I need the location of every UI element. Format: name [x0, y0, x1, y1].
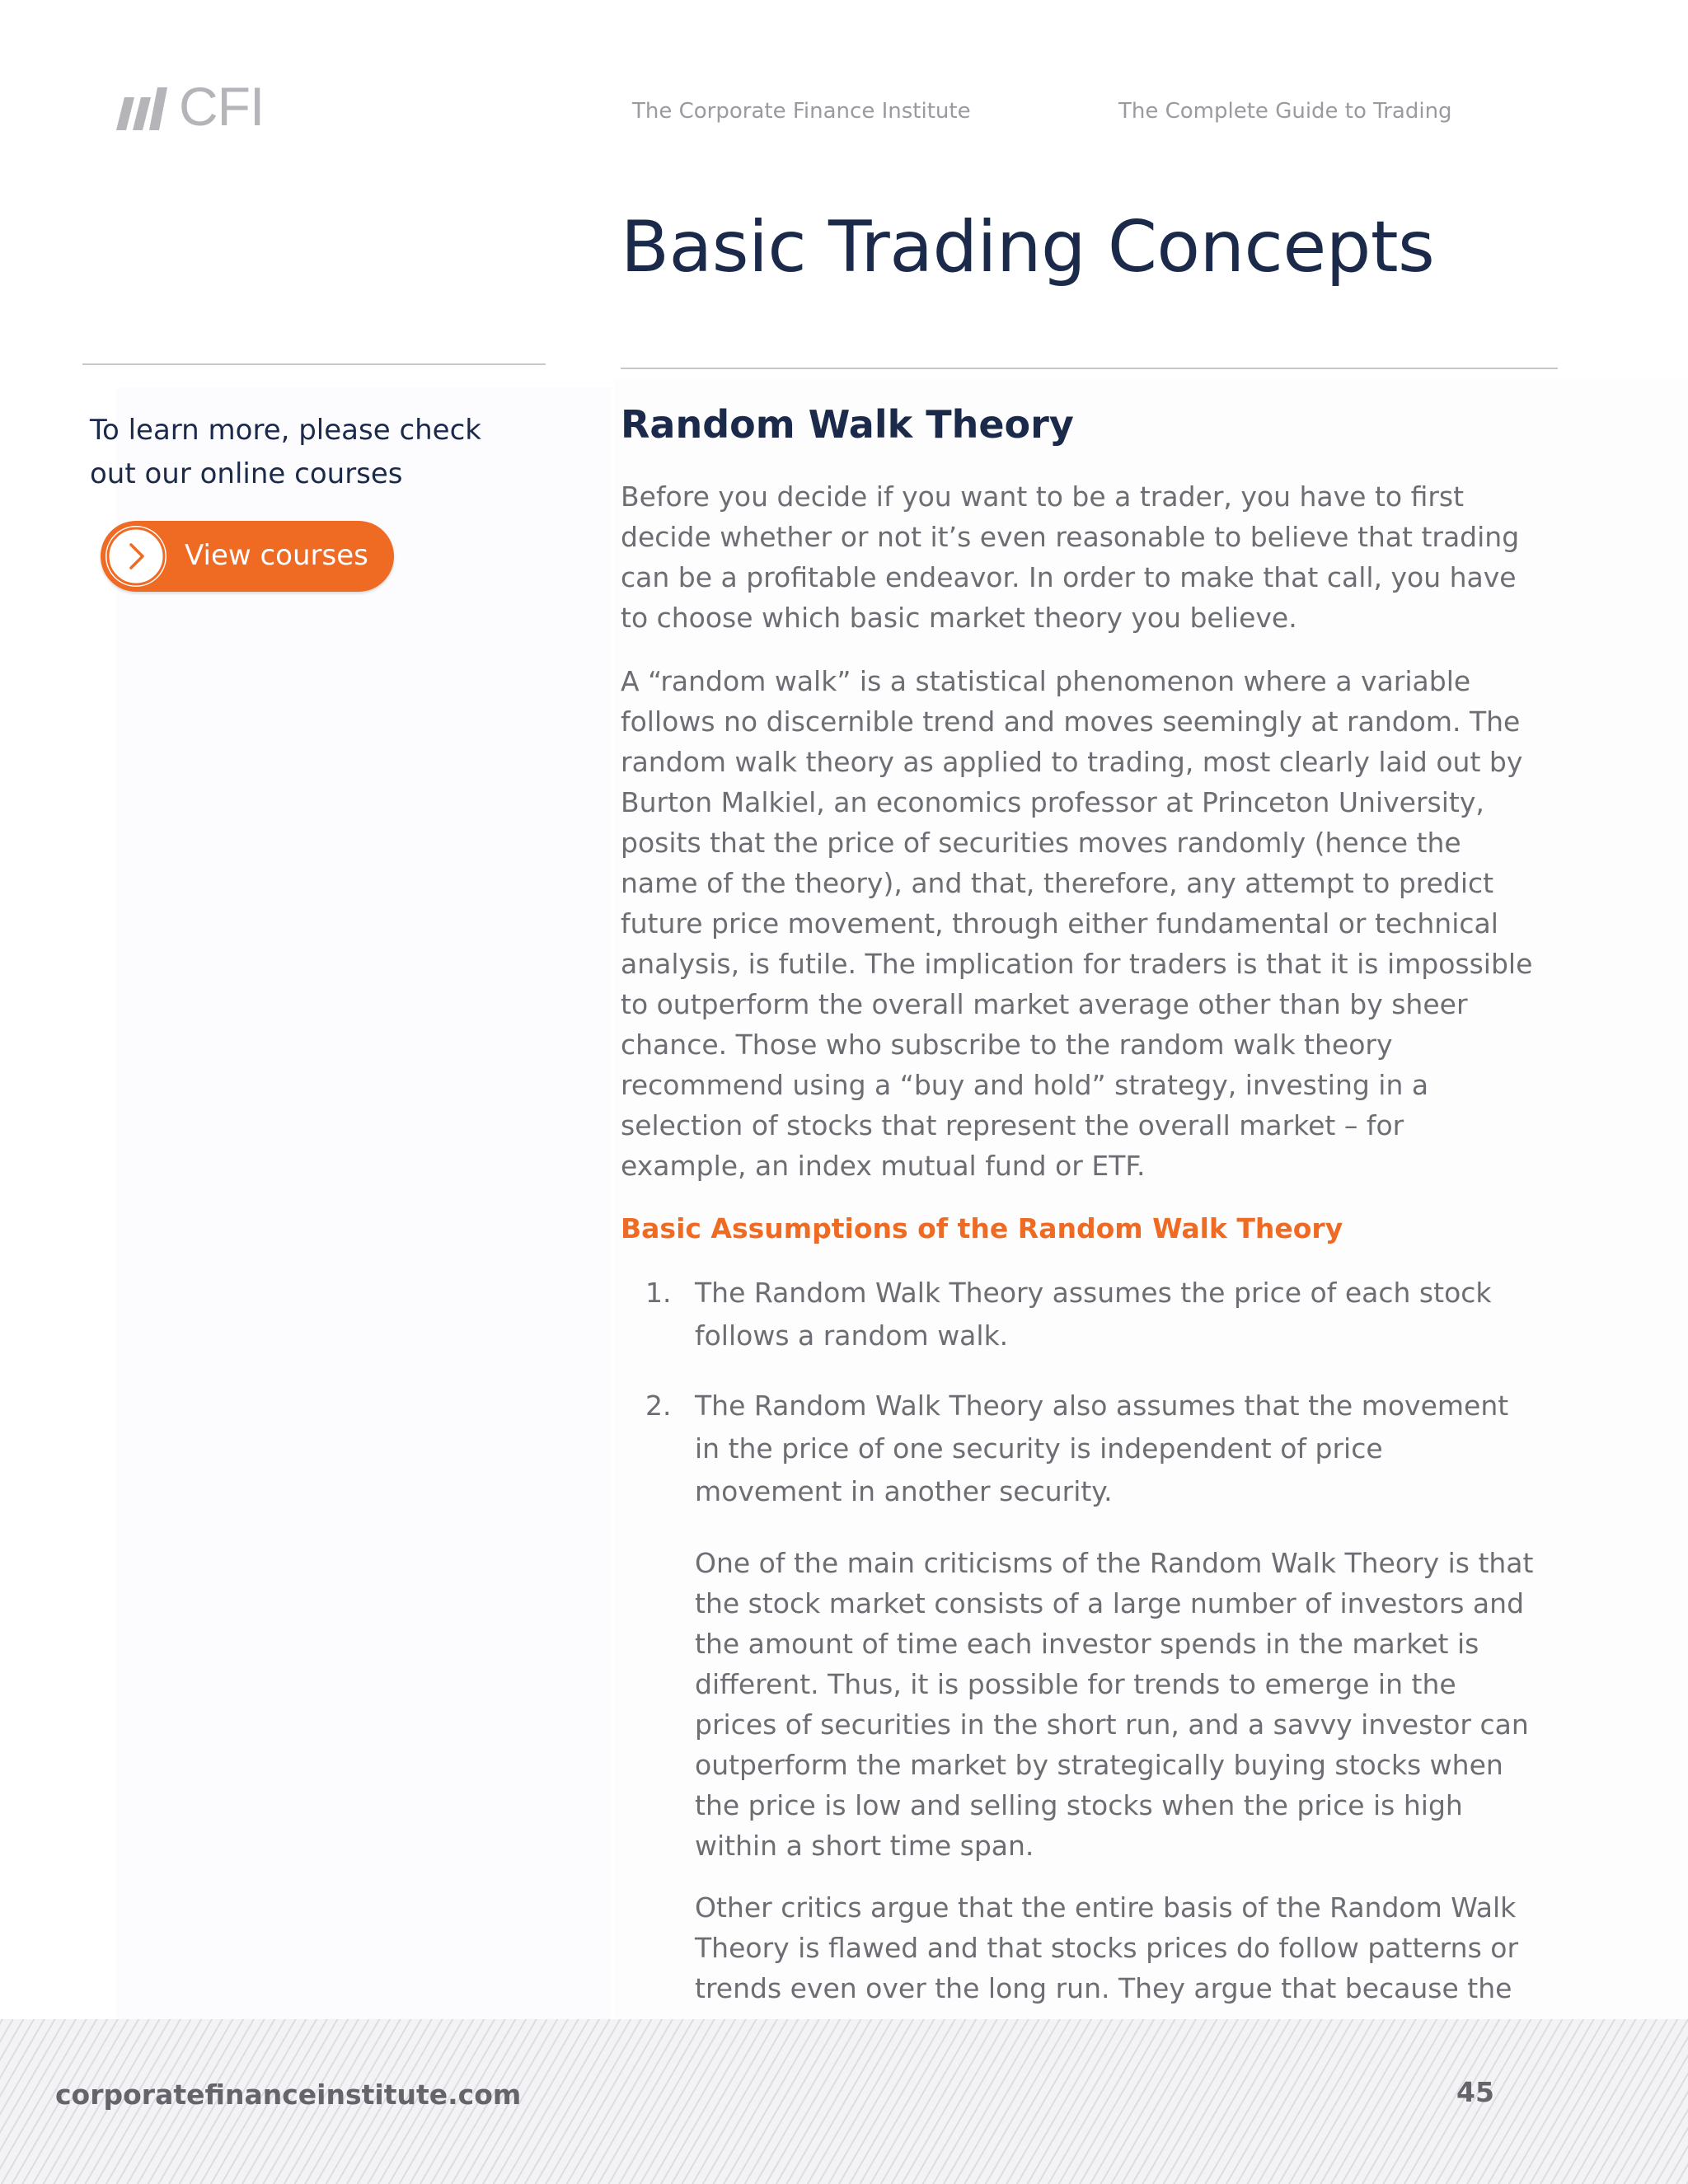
paragraph: Before you decide if you want to be a trader, you have to first decide whether or not it’s even reasonable to believe that trading can be a profitable endeavor. In order to make that call, you have to choose which basic market theory you believe. — [621, 480, 1520, 634]
chevron-right-icon — [106, 526, 166, 587]
header-guide-title: The Complete Guide to Trading — [1118, 99, 1452, 124]
page-number: 45 — [1456, 2076, 1494, 2108]
view-courses-label: View courses — [185, 539, 368, 572]
sidebar-divider — [82, 363, 546, 365]
list-item-text: The Random Walk Theory assumes the price of each stock follows a random walk. — [695, 1277, 1492, 1352]
cfi-logo — [113, 76, 265, 137]
list-item — [645, 1385, 1536, 1513]
page-title: Basic Trading Concepts — [621, 206, 1435, 288]
view-courses-button[interactable] — [101, 521, 394, 592]
header-institute: The Corporate Finance Institute — [632, 99, 971, 124]
sidebar-promo-text: To learn more, please check out our online courses — [90, 414, 481, 490]
paragraph: One of the main criticisms of the Random Walk Theory is that the stock market consists of a large number of investors and the amount of time each investor spends in the market is different. Thus, it is possible for trends to emerge in the prices of securities in the short run, and a savvy investor can outperform the market by strategically buying stocks when the price is low and selling stocks when the price is high within a short time span. — [695, 1547, 1534, 1862]
title-divider — [621, 368, 1558, 369]
cfi-logo-icon — [113, 82, 172, 137]
list-item-text: The Random Walk Theory also assumes that the movement in the price of one security is independent of price movement in another security. — [695, 1390, 1509, 1507]
footer-url[interactable]: corporatefinanceinstitute.com — [55, 2079, 522, 2111]
paragraph: Other critics argue that the entire basis of the Random Walk Theory is flawed and that stocks prices do follow patterns or trends even over the long run. They argue that because the — [695, 1891, 1519, 2004]
section-title: Random Walk Theory — [621, 402, 1074, 447]
logo-text: CFI — [179, 76, 265, 137]
list-item-number: 1. — [645, 1277, 672, 1309]
subheading: Basic Assumptions of the Random Walk Theory — [621, 1212, 1343, 1244]
sidebar-panel — [117, 387, 612, 2019]
paragraph: A “random walk” is a statistical phenomenon where a variable follows no discernible trend and moves seemingly at random. The random walk theory as applied to trading, most clearly laid out by Burton Malkiel, an economics professor at Princeton University, posits that the price of securities moves randomly (hence the name of the theory), and that, therefore, any attempt to predict future price movement, through either fundamental or technical analysis, is futile. The implication for traders is that it is impossible to outperform the overall market average other than by sheer chance. Those who subscribe to the random walk theory recommend using a “buy and hold” strategy, investing in a selection of stocks that represent the overall market – for example, an index mutual fund or ETF. — [621, 665, 1533, 1182]
button-icon-circle — [106, 526, 166, 587]
list-item-number: 2. — [645, 1390, 672, 1422]
list-item — [645, 1272, 1536, 1357]
